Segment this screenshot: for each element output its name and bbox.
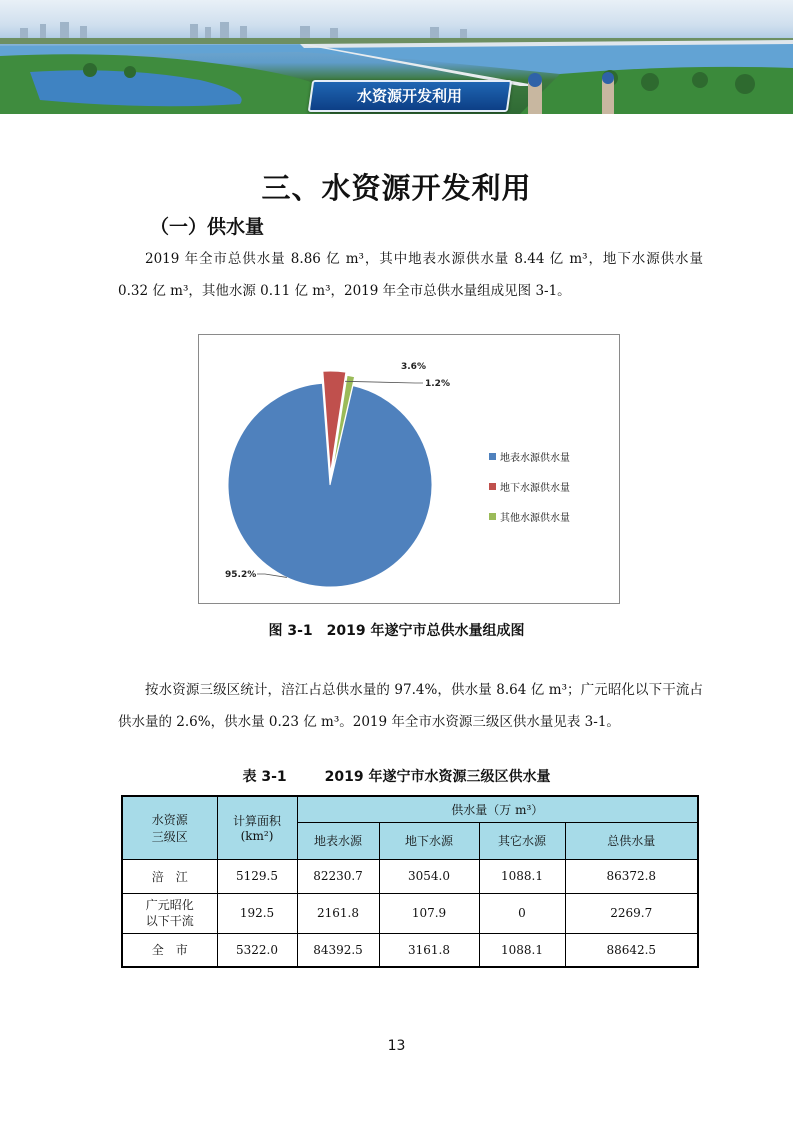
header-area	[217, 796, 297, 859]
cell-region: 全 市	[122, 933, 217, 967]
header-area-line2: (km²)	[240, 829, 274, 844]
cell-surface: 84392.5	[297, 933, 379, 967]
page-number: 13	[387, 1038, 406, 1054]
cell-total: 2269.7	[565, 893, 698, 933]
cell-surface: 2161.8	[297, 893, 379, 933]
legend-label: 其他水源供水量	[500, 512, 570, 524]
page-title: 三、水资源开发利用	[261, 171, 532, 205]
cell-total: 86372.8	[565, 859, 698, 893]
figure-caption: 图 3-1 2019 年遂宁市总供水量组成图	[268, 623, 525, 639]
header-surface: 地表水源	[297, 822, 379, 859]
header-region	[122, 796, 217, 859]
legend-item	[489, 441, 570, 471]
cell-other: 1088.1	[479, 859, 565, 893]
banner-section-label	[308, 80, 512, 112]
header-supply-group: 供水量（万 m³）	[297, 796, 698, 822]
legend-swatch	[489, 513, 496, 520]
cell-area: 5129.5	[217, 859, 297, 893]
header-region-line1: 水资源	[151, 812, 188, 827]
cell-region	[122, 893, 217, 933]
pie-leader-line-2	[345, 381, 423, 383]
cell-ground: 107.9	[379, 893, 479, 933]
table-caption	[0, 766, 793, 786]
cell-area: 192.5	[217, 893, 297, 933]
table-row	[122, 933, 698, 967]
table-row	[122, 893, 698, 933]
legend-item	[489, 471, 570, 501]
cell-surface: 82230.7	[297, 859, 379, 893]
pie-data-label-2: 1.2%	[425, 379, 450, 389]
cell-region-line1: 广元昭化	[145, 898, 194, 912]
legend-label: 地下水源供水量	[500, 482, 570, 494]
section-title: （一）供水量	[150, 216, 265, 238]
pie-data-label-0: 95.2%	[225, 570, 257, 580]
cell-other: 0	[479, 893, 565, 933]
table-title: 2019 年遂宁市水资源三级区供水量	[324, 769, 551, 785]
cell-other: 1088.1	[479, 933, 565, 967]
header-banner	[0, 0, 793, 114]
cell-region: 涪 江	[122, 859, 217, 893]
legend-label: 地表水源供水量	[500, 452, 570, 464]
pie-data-label-1: 3.6%	[401, 362, 426, 372]
table-row	[122, 859, 698, 893]
cell-region-line2: 以下干流	[145, 914, 194, 928]
banner-label-text: 水资源开发利用	[357, 87, 463, 105]
header-area-line1: 计算面积	[232, 814, 281, 829]
cell-area: 5322.0	[217, 933, 297, 967]
legend-swatch	[489, 483, 496, 490]
table-number: 表 3-1	[242, 769, 287, 785]
cell-total: 88642.5	[565, 933, 698, 967]
cell-ground: 3161.8	[379, 933, 479, 967]
supply-table	[121, 795, 699, 968]
header-total: 总供水量	[565, 822, 698, 859]
pie-chart	[198, 334, 620, 604]
paragraph-supply-summary: 2019 年全市总供水量 8.86 亿 m³，其中地表水源供水量 8.44 亿 m³，地下水源供水量 0.32 亿 m³，其他水源 0.11 亿 m³，2019 年全市总供水量组成见图 3-1。	[118, 251, 703, 299]
header-ground: 地下水源	[379, 822, 479, 859]
header-other: 其它水源	[479, 822, 565, 859]
chart-legend	[489, 441, 570, 531]
legend-item	[489, 501, 570, 531]
header-region-line2: 三级区	[151, 829, 188, 844]
cell-ground: 3054.0	[379, 859, 479, 893]
paragraph-region-summary: 按水资源三级区统计，涪江占总供水量的 97.4%，供水量 8.64 亿 m³；广元昭化以下干流占供水量的 2.6%，供水量 0.23 亿 m³。2019 年全市水资源三级区供水量见表 3-1。	[118, 682, 703, 730]
legend-swatch	[489, 453, 496, 460]
